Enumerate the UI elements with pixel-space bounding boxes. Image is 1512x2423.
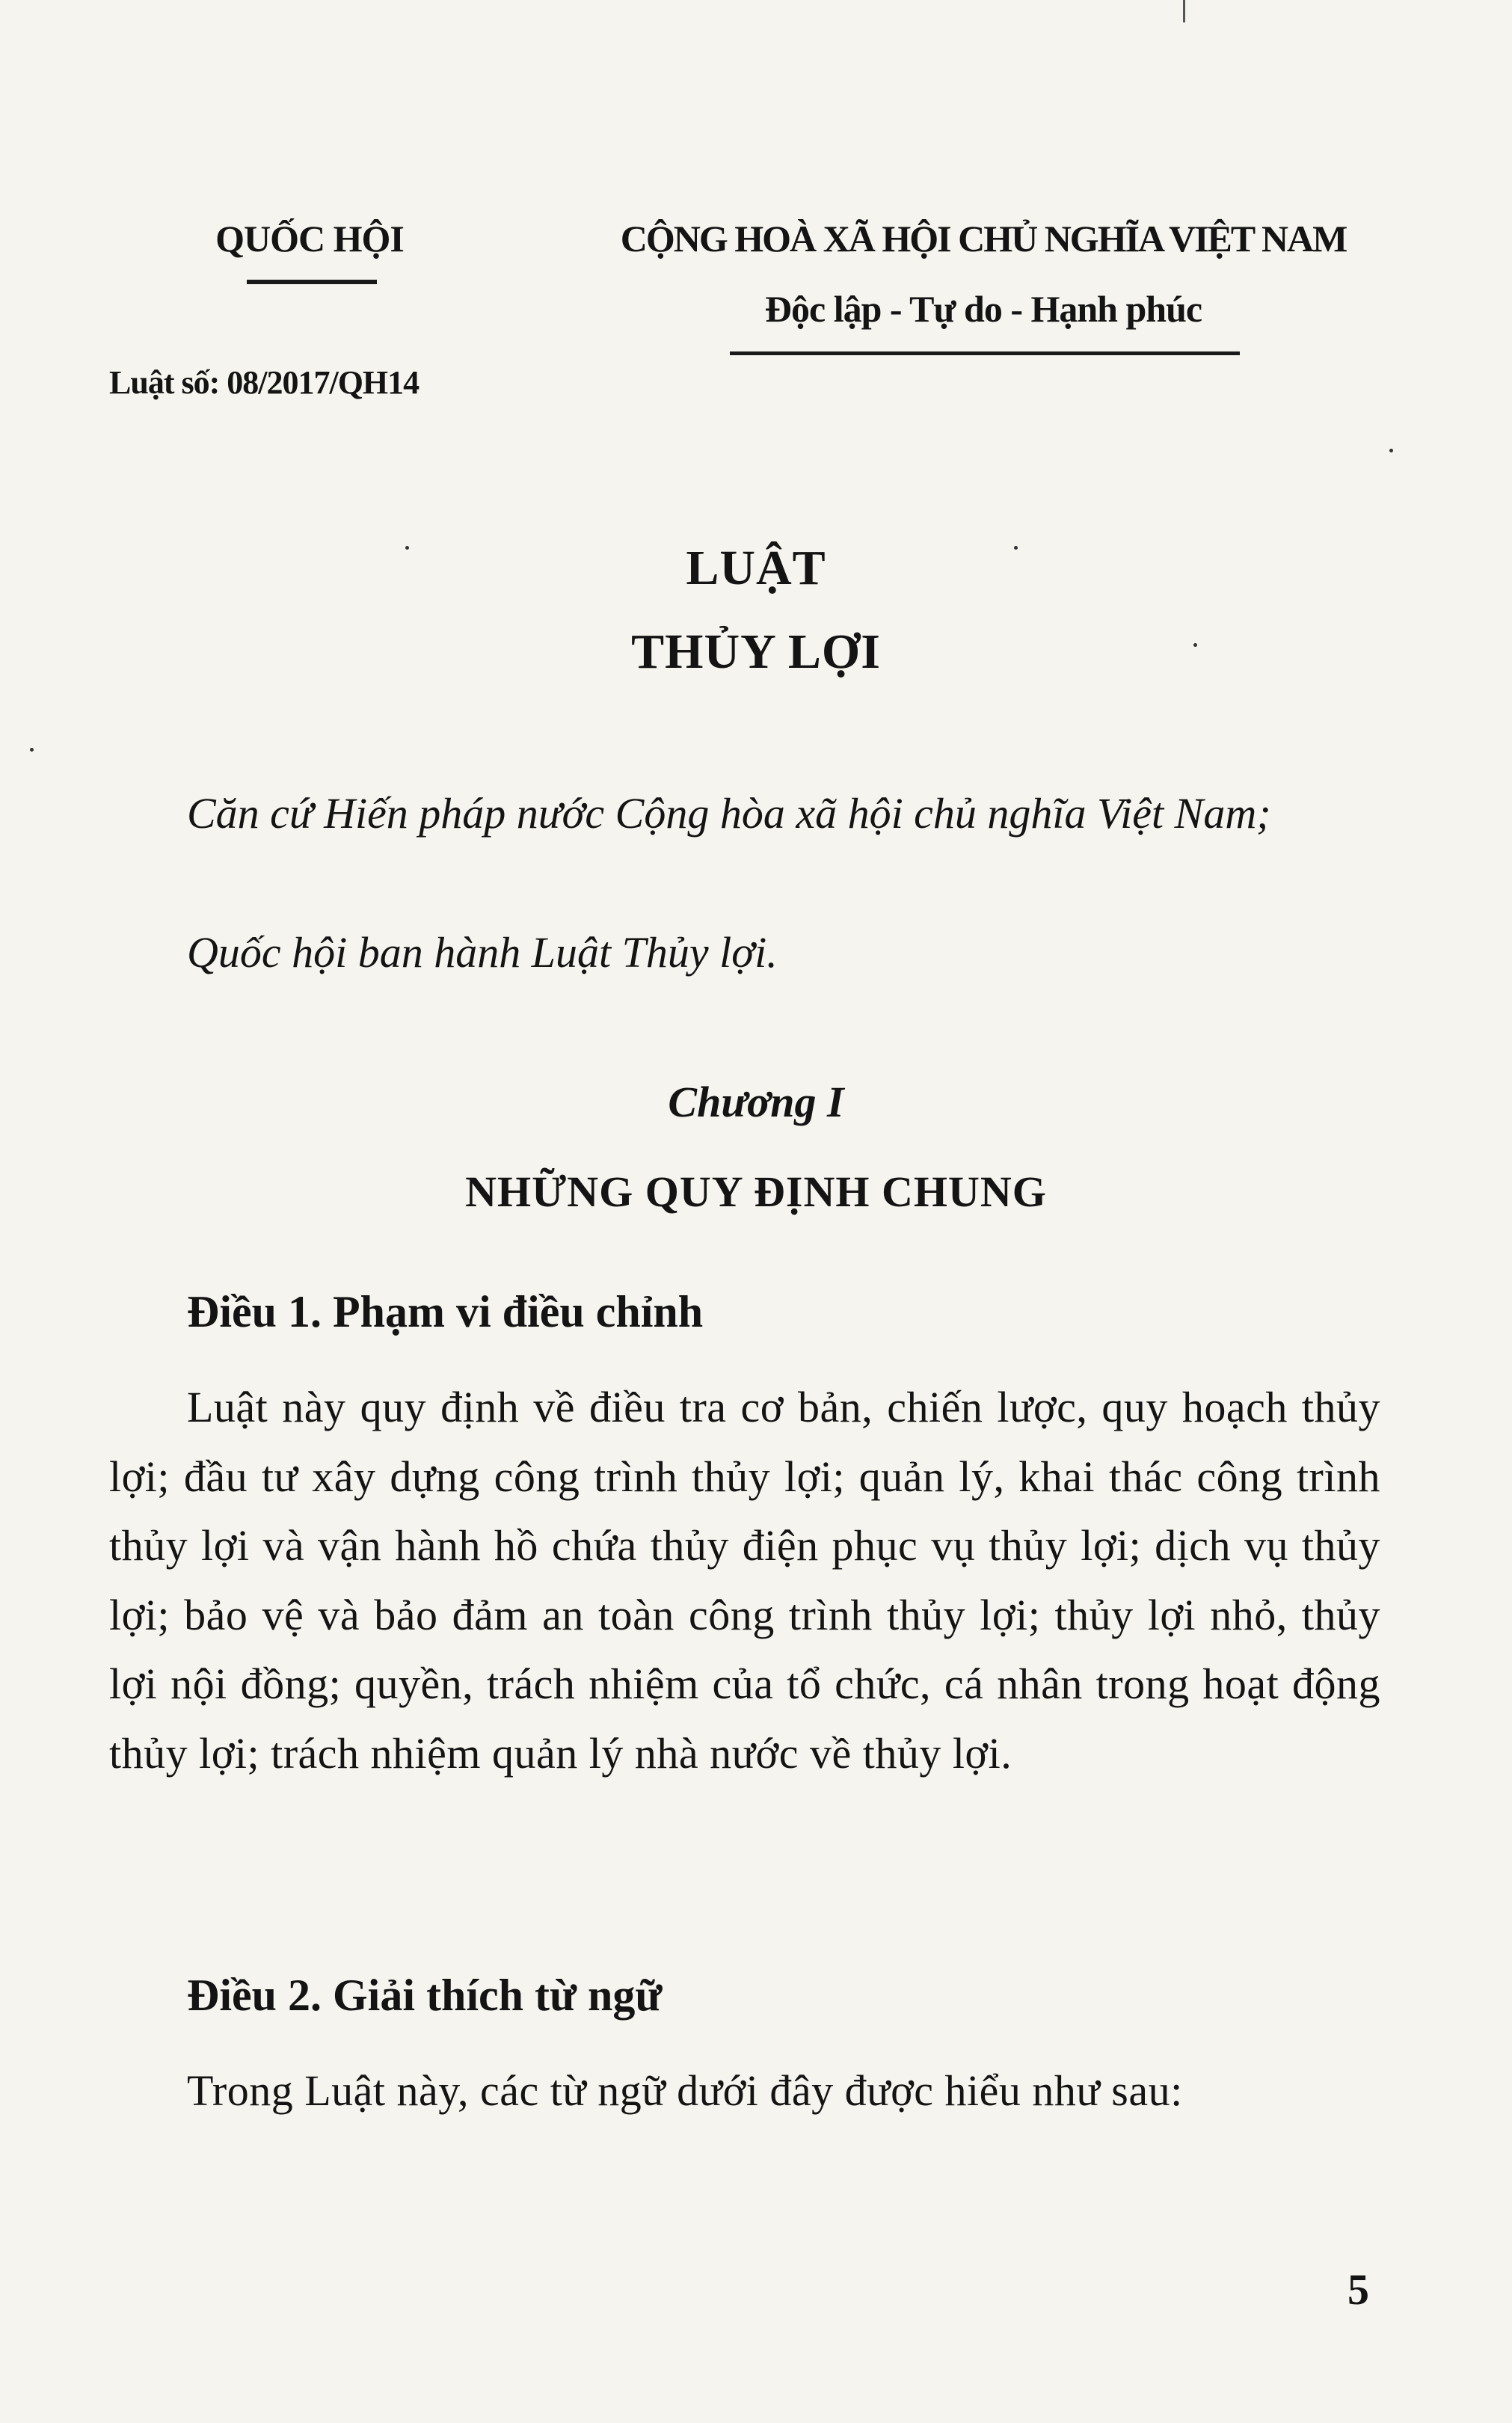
preamble-basis: Căn cứ Hiến pháp nước Cộng hòa xã hội chủ nghĩa Việt Nam; <box>187 789 1271 838</box>
document-title: LUẬT <box>686 541 826 595</box>
article-2-heading: Điều 2. Giải thích từ ngữ <box>187 1971 663 2020</box>
print-speck <box>30 748 34 752</box>
chapter-label: Chương I <box>668 1078 844 1126</box>
print-speck <box>1389 449 1393 452</box>
document-subtitle: THỦY LỢI <box>631 624 881 679</box>
issuing-agency <box>205 217 414 260</box>
national-motto: Độc lập - Tự do - Hạnh phúc <box>764 288 1202 330</box>
print-speck <box>405 546 409 550</box>
national-header <box>576 217 1391 331</box>
motto-underline <box>730 351 1240 355</box>
print-speck <box>1014 546 1018 550</box>
article-1-heading: Điều 1. Phạm vi điều chỉnh <box>187 1287 704 1336</box>
republic-name: CỘNG HOÀ XÃ HỘI CHỦ NGHĨA VIỆT NAM <box>620 218 1347 260</box>
preamble-enactment: Quốc hội ban hành Luật Thủy lợi. <box>187 928 778 977</box>
article-2-text: Trong Luật này, các từ ngữ dưới đây được hiểu như sau: <box>187 2066 1183 2115</box>
article-1-text: Luật này quy định về điều tra cơ bản, chiến lược, quy hoạch thủy lợi; đầu tư xây dựng công trình thủy lợi; quản lý, khai thác công trình thủy lợi và vận hành hồ chứa thủy điện phục vụ thủy lợi; dịch vụ thủy lợi; bảo vệ và bảo đảm an toàn công trình thủy lợi; thủy lợi nhỏ, thủy lợi nội đồng; quyền, trách nhiệm của tổ chức, cá nhân trong hoạt động thủy lợi; trách nhiệm quản lý nhà nước về thủy lợi. <box>109 1383 1380 1778</box>
agency-underline <box>247 280 377 284</box>
top-edge-mark <box>1183 0 1185 22</box>
page-number: 5 <box>1347 2265 1369 2314</box>
chapter-title: NHỮNG QUY ĐỊNH CHUNG <box>465 1167 1047 1216</box>
law-number: Luật số: 08/2017/QH14 <box>109 364 420 401</box>
print-speck <box>1193 643 1197 647</box>
agency-name: QUỐC HỘI <box>215 218 404 260</box>
